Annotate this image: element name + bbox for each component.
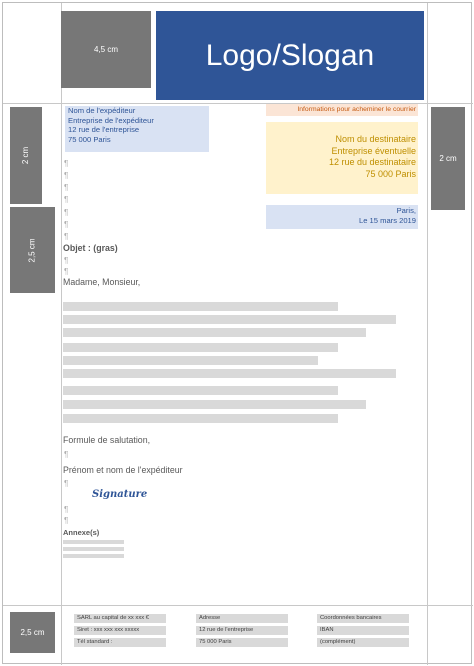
header-margin-block — [61, 11, 151, 88]
date-value: Le 15 mars 2019 — [359, 216, 416, 225]
sender-address-block — [65, 106, 209, 152]
footer-address-label: Adresse — [196, 614, 288, 623]
paragraph-mark: ¶ — [64, 505, 69, 514]
text-placeholder-line — [63, 386, 338, 395]
annex-placeholder-line — [63, 547, 124, 551]
recipient-city: 75 000 Paris — [365, 168, 416, 179]
text-placeholder-line — [63, 400, 366, 409]
paragraph-mark: ¶ — [64, 450, 69, 459]
footer-complement: (complément) — [317, 638, 409, 647]
annex-placeholder-line — [63, 540, 124, 544]
logo-slogan — [156, 11, 424, 100]
recipient-street: 12 rue du destinataire — [328, 157, 416, 167]
handwritten-signature: Signature — [92, 489, 148, 500]
right-margin-block — [431, 107, 465, 210]
text-placeholder-line — [63, 414, 338, 423]
right-margin-label: 2 cm — [439, 154, 457, 163]
footer-margin-label: 2,5 cm — [20, 628, 45, 637]
text-placeholder-line — [63, 328, 366, 337]
closing-formula: Formule de salutation, — [63, 435, 151, 445]
paragraph-mark: ¶ — [64, 516, 69, 525]
paragraph-mark: ¶ — [64, 195, 69, 204]
text-placeholder-line — [63, 343, 338, 352]
footer-street: 12 rue de l'entreprise — [196, 626, 288, 635]
sender-name: Nom de l'expéditeur — [68, 106, 136, 115]
text-placeholder-line — [63, 302, 338, 311]
paragraph-mark: ¶ — [64, 256, 69, 265]
subject-line: Objet : (gras) — [63, 243, 118, 253]
annexes-label: Annexe(s) — [63, 528, 100, 537]
footer-margin-block — [10, 612, 55, 653]
header-margin-label: 4,5 cm — [93, 45, 118, 54]
date-city: Paris, — [396, 206, 416, 215]
sender-company: Entreprise de l'expéditeur — [68, 115, 154, 125]
footer-phone: Tél standard : — [74, 638, 166, 647]
left-margin-top-block — [10, 107, 42, 204]
margin-guide-footer — [3, 605, 473, 606]
footer-siret: Siret : xxx xxx xxx xxxxx — [74, 626, 166, 635]
footer-bank-label: Coordonnées bancaires — [317, 614, 409, 623]
annex-placeholder-line — [63, 554, 124, 558]
text-placeholder-line — [63, 369, 396, 378]
paragraph-mark: ¶ — [64, 220, 69, 229]
text-placeholder-line — [63, 315, 396, 324]
logo-text: Logo/Slogan — [205, 38, 375, 72]
recipient-company: Entreprise éventuelle — [331, 145, 416, 156]
date-block — [266, 205, 418, 229]
sender-city: 75 000 Paris — [68, 134, 111, 144]
greeting: Madame, Monsieur, — [63, 277, 141, 287]
sender-street: 12 rue de l'entreprise — [68, 125, 140, 134]
recipient-name: Nom du destinataire — [335, 134, 416, 144]
paragraph-mark: ¶ — [64, 232, 69, 241]
footer-city: 75 000 Paris — [196, 638, 288, 647]
signer-name: Prénom et nom de l'expéditeur — [63, 465, 183, 475]
routing-info-bar: Informations pour acheminer le courrier — [266, 104, 418, 116]
paragraph-mark: ¶ — [64, 183, 69, 192]
paragraph-mark: ¶ — [64, 267, 69, 276]
footer-iban: IBAN — [317, 626, 409, 635]
footer-company-capital: SARL au capital de xx xxx € — [74, 614, 166, 623]
paragraph-mark: ¶ — [64, 159, 69, 168]
left-margin-top-label: 2 cm — [21, 146, 31, 165]
paragraph-mark: ¶ — [64, 171, 69, 180]
text-placeholder-line — [63, 356, 318, 365]
left-margin-lower-label: 2,5 cm — [27, 237, 37, 263]
left-margin-lower-block — [10, 207, 55, 293]
recipient-address-block — [266, 122, 418, 194]
paragraph-mark: ¶ — [64, 208, 69, 217]
paragraph-mark: ¶ — [64, 479, 69, 488]
